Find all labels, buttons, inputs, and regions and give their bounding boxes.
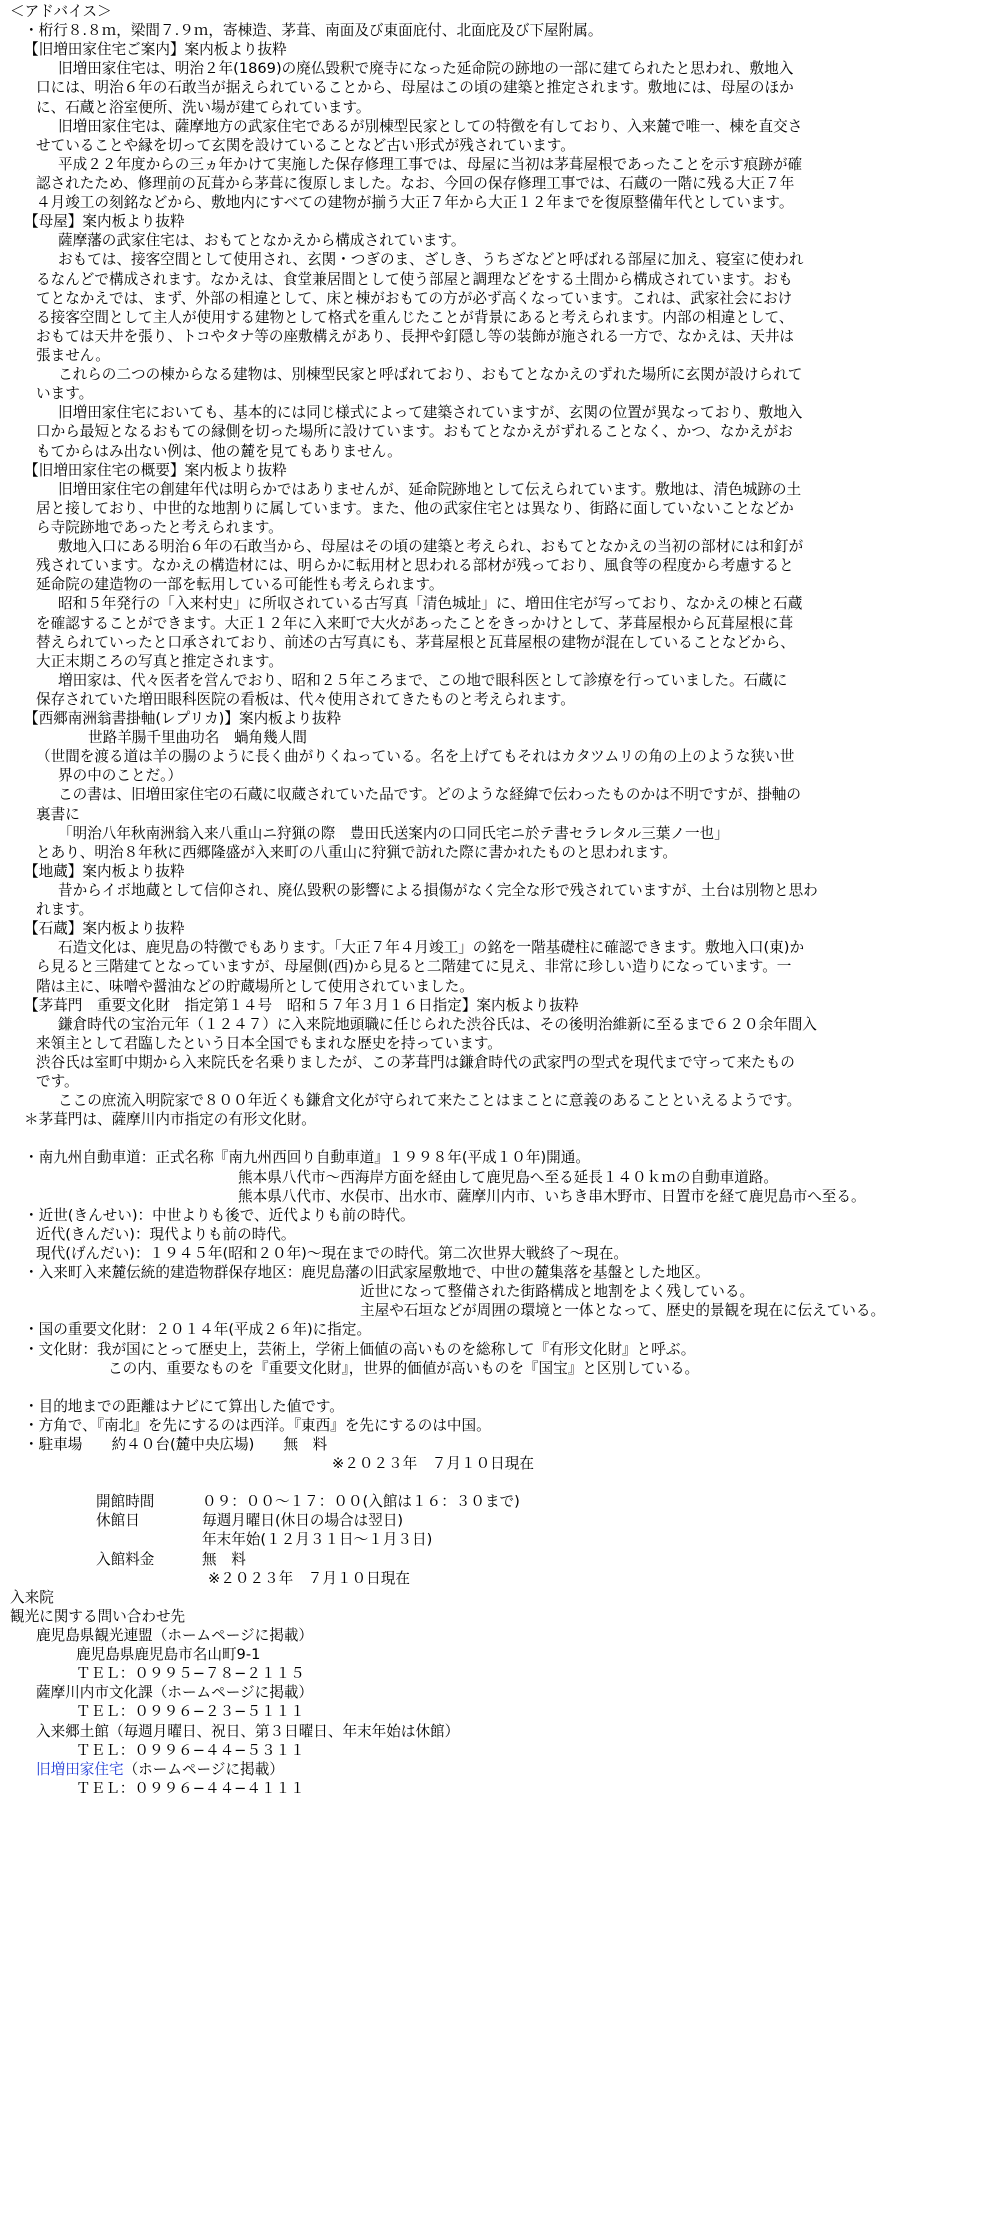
section-line: るなんどで構成されます。なかえは、食堂兼居間として使う部屋と調理などをする土間から構成されています。おも [36, 270, 793, 288]
section-line: （世間を渡る道は羊の腸のように長く曲がりくねっている。名を上げてもそれはカタツムリの角の上のような狭い世 [36, 748, 795, 766]
section-line: ら見ると三階建てとなっていますが、母屋側(西)から見ると二階建てに見え、非常に珍しい造りになっています。一 [36, 958, 792, 976]
section-line: この書は、旧増田家住宅の石蔵に収蔵されていた品です。どのような経緯で伝わったものかは不明ですが、掛軸の [58, 786, 801, 804]
note-distance: ・目的地までの距離はナビにて算出した値です。 [24, 1397, 344, 1415]
opening-hours [10, 1492, 988, 1568]
hours-stamp: ※２０２３年 ７月１０日現在 [208, 1569, 410, 1587]
section-line: 「明治八年秋南洲翁入来八重山ニ狩猟の際 豊田氏送案内の口同氏宅ニ於テ書セラレタル三葉ノ一也」 [58, 824, 729, 842]
section-line: 平成２２年度からの三ヵ年かけて実施した保存修理工事では、母屋に当初は茅葺屋根であったことを示す痕跡が確 [58, 155, 803, 173]
section-line: 認されたため、修理前の瓦葺から茅葺に復原しました。なお、今回の保存修理工事では、石蔵の一階に残る大正７年 [36, 174, 795, 192]
section-line: 薩摩藩の武家住宅は、おもてとなかえから構成されています。 [58, 232, 466, 250]
section-line: います。 [36, 385, 94, 403]
contact-org3-tel: ＴＥＬ：０９９６−４４−５３１１ [76, 1741, 305, 1759]
note-stamp: ※２０２３年 ７月１０日現在 [332, 1455, 534, 1473]
section-line: 残されています。なかえの構造材には、明らかに転用材と思われる部材が残っており、風食等の程度から考慮すると [36, 557, 794, 575]
section-line: 延命院の建造物の一部を転用している可能性も考えられます。 [36, 576, 444, 594]
contact-org1-address: 鹿児島県鹿児島市名山町9-1 [76, 1646, 261, 1664]
note-direction: ・方角で、『南北』を先にするのは西洋。『東西』を先にするのは中国。 [24, 1416, 491, 1434]
section-line: もてからはみ出ない例は、他の麓を見てもありません。 [36, 442, 402, 460]
section-line: 階は主に、味噌や醤油などの貯蔵場所として使用されていました。 [36, 977, 474, 995]
section-line: ここの庶流入明院家で８００年近くも鎌倉文化が守られて来たことはまことに意義のあることといえるようです。 [58, 1092, 802, 1110]
section-line: 口には、明治６年の石敢当が据えられていることから、母屋はこの頃の建築と推定されます。敷地には、母屋のほか [36, 79, 794, 97]
glossary-bunkazai-detail: この内、重要なものを『重要文化財』，世界的価値が高いものを『国宝』と区別している。 [108, 1359, 700, 1377]
section-line: 界の中のことだ。） [58, 767, 183, 785]
section-line: 敷地入口にある明治６年の石敢当から、母屋はその頃の建築と考えられ、おもてとなかえの当初の部材には和釘が [58, 538, 804, 556]
glossary-district: ・入来町入来麓伝統的建造物群保存地区：鹿児島藩の旧武家屋敷地で、中世の麓集落を基盤とした地区。 [24, 1264, 710, 1282]
section-line: てとなかえでは、まず、外部の相違として、床と棟がおもての方が必ず高くなっています。これは、武家社会におけ [36, 289, 793, 307]
section-line: これらの二つの棟からなる建物は、別棟型民家と呼ばれており、おもてとなかえのずれた場所に玄関が設けられて [58, 366, 803, 384]
section-title: 【西郷南洲翁書掛軸(レプリカ)】案内板より抜粋 [24, 710, 342, 728]
section-line: 大正末期ころの写真と推定されます。 [36, 652, 283, 670]
section-line: る接客空間として主人が使用する建物として格式を重んじたことが背景にあると考えられます。内部の相違として、 [36, 308, 794, 326]
notes [10, 1397, 988, 1473]
glossary-district-streets: 近世になって整備された街路構成と地割をよく残している。 [360, 1283, 755, 1301]
glossary-highway: ・南九州自動車道：正式名称『南九州西回り自動車道』１９９８年(平成１０年)開通。 [24, 1149, 590, 1167]
section-line: 替えられていったと口承されており、前述の古写真にも、茅葺屋根と瓦葺屋根の建物が混在していることなどから、 [36, 633, 795, 651]
contact-org2: 薩摩川内市文化課（ホームページに掲載） [36, 1684, 313, 1702]
section-title: 【茅葺門 重要文化財 指定第１４号 昭和５７年３月１６日指定】案内板より抜粋 [24, 996, 579, 1014]
footnote: ＊茅葺門は、薩摩川内市指定の有形文化財。 [24, 1111, 316, 1129]
section-line: に、石蔵と浴室便所、洗い場が建てられています。 [36, 98, 371, 116]
advice-heading: ＜アドバイス＞ [10, 3, 112, 20]
section-line: 裏書に [36, 805, 80, 823]
section-title: 【旧増田家住宅の概要】案内板より抜粋 [24, 461, 287, 479]
section-line: 鎌倉時代の宝治元年（１２４７）に入来院地頭職に任じられた渋谷氏は、その後明治維新に至るまで６２０余年間入 [58, 1015, 817, 1033]
section-line: 居と接しており、中世的な地割りに属しています。また、他の武家住宅とは異なり、街路に面していないことなどか [36, 499, 794, 517]
glossary-highway-route: 熊本県八代市〜西海岸方面を経由して鹿児島へ至る延長１４０ｋｍの自動車道路。 [238, 1168, 778, 1186]
section-line: 保存されていた増田眼科医院の看板は、代々使用されてきたものと考えられます。 [36, 690, 575, 708]
contacts [10, 1588, 988, 1798]
contact-org4-tel: ＴＥＬ：０９９６−４４−４１１１ [76, 1779, 305, 1797]
section-line: おもては、接客空間として使用され、玄関・つぎのま、ざしき、うちざなどと呼ばれる部屋に加え、寝室に使われ [58, 251, 804, 269]
section-title: 【地蔵】案内板より抜粋 [24, 862, 185, 880]
section-line: れます。 [36, 901, 94, 919]
glossary-important: ・国の重要文化財：２０１４年(平成２６年)に指定。 [24, 1321, 372, 1339]
section-line: 渋谷氏は室町中期から入来院氏を名乗りましたが、この茅葺門は鎌倉時代の武家門の型式を現代まで守って来たもの [36, 1054, 795, 1072]
section-line: 旧増田家住宅は、明治２年(1869)の廃仏毀釈で廃寺になった延命院の跡地の一部に建てられたと思われ、敷地入 [58, 60, 794, 78]
intro-line: ・桁行８.８ｍ，梁間７.９ｍ，寄棟造、茅葺、南面及び東面庇付、北面庇及び下屋附属。 [24, 22, 603, 40]
section-line: おもては天井を張り、トコやタナ等の座敷構えがあり、長押や釘隠し等の装飾が施される一方で、なかえは、天井は [36, 327, 795, 345]
closed-label: 休館日 [96, 1512, 140, 1530]
section-line: 世路羊腸千里曲功名 蝸角幾人間 [88, 729, 307, 747]
section-line: 来領主として君臨したという日本全国でもまれな歴史を持っています。 [36, 1034, 502, 1052]
section-line: 旧増田家住宅は、薩摩地方の武家住宅であるが別棟型民家としての特徴を有しており、入来麓で唯一、棟を直交さ [58, 117, 803, 135]
advice-sections [10, 40, 988, 1110]
masuda-house-link[interactable]: 旧増田家住宅 [36, 1760, 124, 1778]
glossary-district-landscape: 主屋や石垣などが周囲の環境と一体となって、歴史的景観を現在に伝えている。 [360, 1302, 886, 1320]
glossary-highway-cities: 熊本県八代市、水俣市、出水市、薩摩川内市、いちき串木野市、日置市を経て鹿児島市へ至る。 [238, 1187, 866, 1205]
contact-org4-note: （ホームページに掲載） [123, 1760, 284, 1778]
contact-place: 入来院 [10, 1588, 54, 1606]
section-title: 【旧増田家住宅ご案内】案内板より抜粋 [24, 41, 287, 59]
fee-label: 入館料金 [96, 1550, 155, 1568]
contact-org2-tel: ＴＥＬ：０９９６−２３−５１１１ [76, 1703, 305, 1721]
section-line: とあり、明治８年秋に西郷隆盛が入来町の八重山に狩猟で訪れた際に書かれたものと思われます。 [36, 843, 677, 861]
contact-org4 [10, 1760, 988, 1779]
glossary-kindai: 近代(きんだい)：現代よりも前の時代。 [36, 1225, 296, 1243]
section-line: です。 [36, 1073, 79, 1091]
glossary-bunkazai: ・文化財：我が国にとって歴史上，芸術上，学術上価値の高いものを総称して『有形文化財』と呼ぶ。 [24, 1340, 696, 1358]
section-line: 増田家は、代々医者を営んでおり、昭和２５年ころまで、この地で眼科医として診療を行っていました。石蔵に [58, 671, 788, 689]
section-line: ら寺院跡地であったと考えられます。 [36, 518, 283, 536]
section-line: 昔からイボ地蔵として信仰され、廃仏毀釈の影響による損傷がなく完全な形で残されていますが、土台は別物と思わ [58, 882, 818, 900]
contact-org3: 入来郷土館（毎週月曜日、祝日、第３日曜日、年末年始は休館） [36, 1722, 460, 1740]
glossary [10, 1148, 988, 1377]
section-title: 【母屋】案内板より抜粋 [24, 213, 185, 231]
contact-heading: 観光に関する問い合わせ先 [10, 1607, 186, 1625]
open-value: ０９：００〜１７：００(入館は１６：３０まで) [202, 1493, 520, 1511]
section-line: ４月竣工の刻銘などから、敷地内にすべての建物が揃う大正７年から大正１２年までを復原整備年代としています。 [36, 194, 794, 212]
fee-value: 無 料 [202, 1550, 246, 1568]
section-line: を確認することができます。大正１２年に入来町で大火があったことをきっかけとして、茅葺屋根から瓦葺屋根に葺 [36, 614, 794, 632]
closed-value-newyear: 年末年始(１２月３１日〜１月３日) [202, 1531, 433, 1549]
section-line: 張ません。 [36, 346, 110, 364]
closed-value: 毎週月曜日(休日の場合は翌日) [202, 1512, 404, 1530]
section-title: 【石蔵】案内板より抜粋 [24, 920, 185, 938]
section-line: 旧増田家住宅においても、基本的には同じ様式によって建築されていますが、玄関の位置が異なっており、敷地入 [58, 404, 803, 422]
open-label: 開館時間 [96, 1493, 155, 1511]
contact-org1: 鹿児島県観光連盟（ホームページに掲載） [36, 1626, 313, 1644]
contact-org1-tel: ＴＥＬ：０９９５−７８−２１１５ [76, 1665, 305, 1683]
section-line: せていることや縁を切って玄関を設けていることなど古い形式が残されています。 [36, 136, 575, 154]
glossary-gendai: 現代(げんだい)：１９４５年(昭和２０年)〜現在までの時代。第二次世界大戦終了〜現在。 [36, 1245, 628, 1262]
section-line: 石造文化は、鹿児島の特徴でもあります。「大正７年４月竣工」の銘を一階基礎柱に確認できます。敷地入口(東)か [58, 939, 805, 957]
note-parking: ・駐車場 約４０台(麓中央広場) 無 料 [24, 1435, 328, 1453]
glossary-kinsei: ・近世(きんせい)：中世よりも後で、近代よりも前の時代。 [24, 1206, 415, 1224]
section-line: 口から最短となるおもての縁側を切った場所に設けています。おもてとなかえがずれることなく、かつ、なかえがお [36, 423, 793, 441]
section-line: 昭和５年発行の「入来村史」に所収されている古写真「清色城址」に、増田住宅が写っており、なかえの棟と石蔵 [58, 595, 803, 613]
section-line: 旧増田家住宅の創建年代は明らかではありませんが、延命院跡地として伝えられています。敷地は、清色城跡の土 [58, 480, 802, 498]
